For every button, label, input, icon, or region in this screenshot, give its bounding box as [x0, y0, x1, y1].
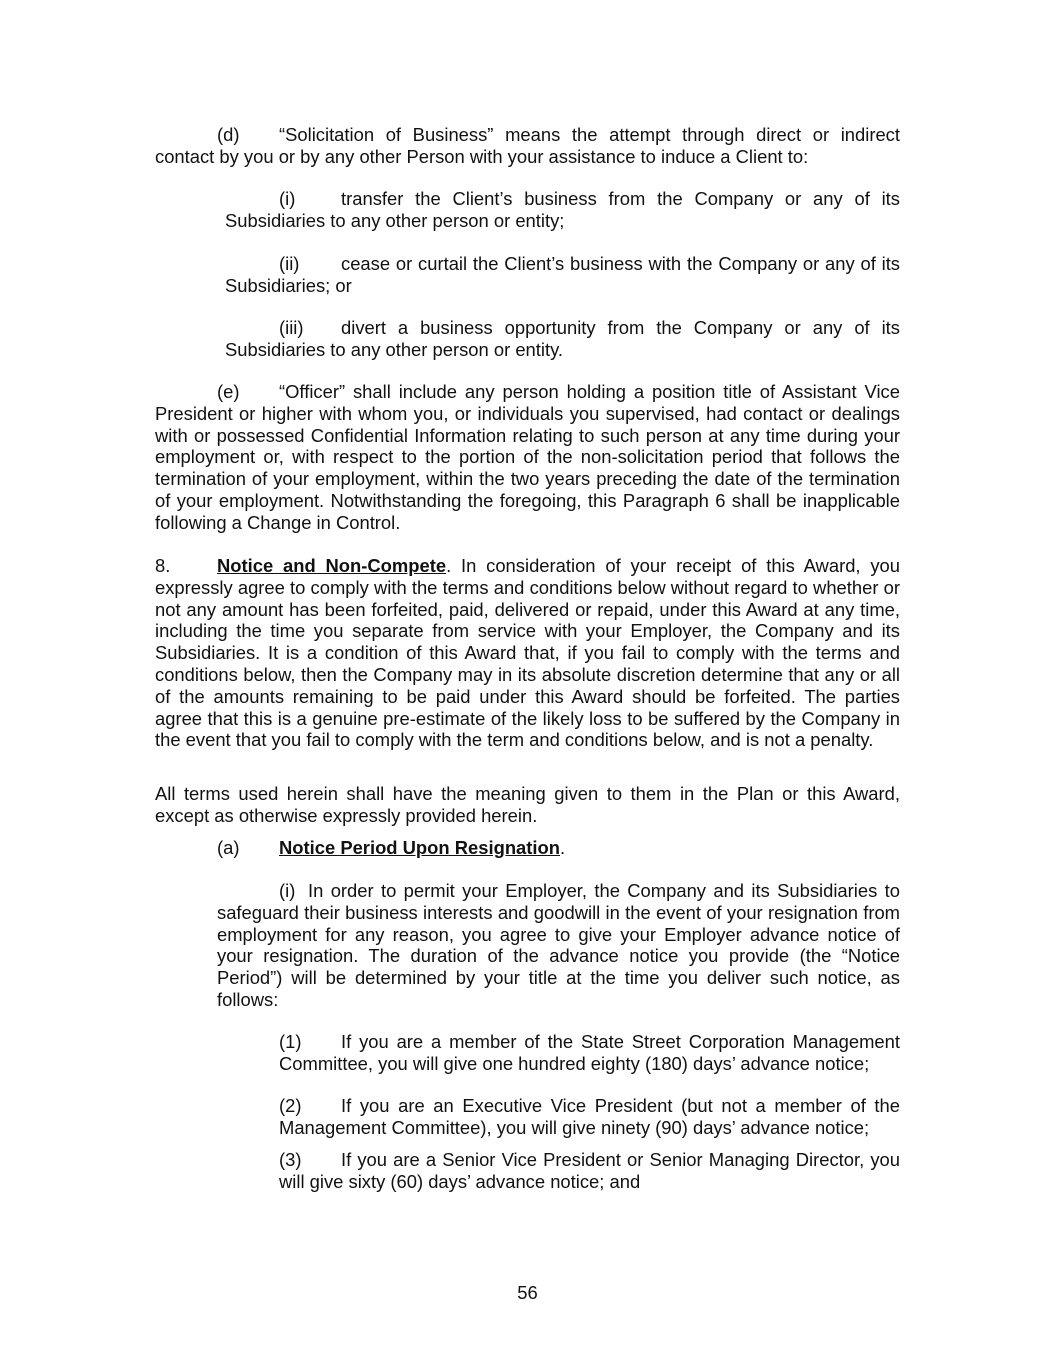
subsection-a-suffix: . — [560, 837, 566, 858]
paragraph-e-label: (e) — [217, 381, 240, 402]
item-d-ii-label: (ii) — [279, 253, 300, 274]
item-d-iii-label: (iii) — [279, 317, 304, 338]
item-d-iii — [225, 317, 900, 361]
item-d-ii-text: cease or curtail the Client’s business with the Company or any of its Subsidiaries; or — [225, 253, 900, 296]
numbered-item-2-text: If you are an Executive Vice President (but not a member of the Management Committee), you will give ninety (90) days’ advance notice; — [279, 1095, 900, 1138]
paragraph-d-label: (d) — [217, 124, 240, 145]
numbered-item-1-text: If you are a member of the State Street Corporation Management Committee, you will give one hundred eighty (180) days’ advance notice; — [279, 1031, 900, 1074]
numbered-item-1-label: (1) — [279, 1031, 302, 1052]
section-8-heading: Notice and Non-Compete — [217, 555, 447, 576]
section-8 — [155, 555, 900, 751]
section-8-number: 8. — [155, 555, 171, 576]
paragraph-d-text: “Solicitation of Business” means the attempt through direct or indirect contact by you or by any other Person with your assistance to induce a Client to: — [155, 124, 900, 167]
numbered-item-3-label: (3) — [279, 1149, 302, 1170]
numbered-item-3-text: If you are a Senior Vice President or Senior Managing Director, you will give sixty (60) days’ advance notice; and — [279, 1149, 900, 1192]
item-d-i-label: (i) — [279, 188, 296, 209]
terms-paragraph — [155, 783, 900, 827]
item-d-i — [225, 188, 900, 232]
paragraph-d — [155, 124, 900, 168]
page-number: 56 — [517, 1282, 538, 1303]
paragraph-e — [155, 381, 900, 534]
subsection-a-i — [217, 880, 900, 1011]
item-d-i-text: transfer the Client’s business from the Company or any of its Subsidiaries to any other person or entity; — [225, 188, 900, 231]
numbered-item-1 — [279, 1031, 900, 1075]
paragraph-e-text: “Officer” shall include any person holding a position title of Assistant Vice President or higher with whom you, or individuals you supervised, had contact or dealings with or possessed Confidential Information relating to such person at any time during your employment or, with respect to the portion of the non-solicitation period that follows the termination of your employment, within the two years preceding the date of the termination of your employment. Notwithstanding the foregoing, this Paragraph 6 shall be inapplicable following a Change in Control. — [155, 381, 900, 533]
item-d-ii — [225, 253, 900, 297]
subsection-a-i-label: (i) — [279, 880, 296, 901]
numbered-item-2 — [279, 1095, 900, 1139]
terms-paragraph-text: All terms used herein shall have the meaning given to them in the Plan or this Award, except as otherwise expressly provided herein. — [155, 783, 900, 826]
section-8-text: . In consideration of your receipt of this Award, you expressly agree to comply with the terms and conditions below without regard to whether or not any amount has been forfeited, paid, delivered or repaid, under this Award at any time, including the time you separate from service with your Employer, the Company and its Subsidiaries. It is a condition of this Award that, if you fail to comply with the terms and conditions below, then the Company may in its absolute discretion determine that any or all of the amounts remaining to be paid under this Award should be forfeited. The parties agree that this is a genuine pre-estimate of the likely loss to be suffered by the Company in the event that you fail to comply with the term and conditions below, and is not a penalty. — [155, 555, 900, 751]
subsection-a — [217, 837, 900, 859]
subsection-a-label: (a) — [217, 837, 240, 858]
subsection-a-i-text: In order to permit your Employer, the Company and its Subsidiaries to safeguard their business interests and goodwill in the event of your resignation from employment for any reason, you agree to give your Employer advance notice of your resignation. The duration of the advance notice you provide (the “Notice Period”) will be determined by your title at the time you deliver such notice, as follows: — [217, 880, 900, 1010]
numbered-item-2-label: (2) — [279, 1095, 302, 1116]
subsection-a-heading: Notice Period Upon Resignation — [279, 837, 560, 858]
item-d-iii-text: divert a business opportunity from the Company or any of its Subsidiaries to any other person or entity. — [225, 317, 900, 360]
numbered-item-3 — [279, 1149, 900, 1193]
